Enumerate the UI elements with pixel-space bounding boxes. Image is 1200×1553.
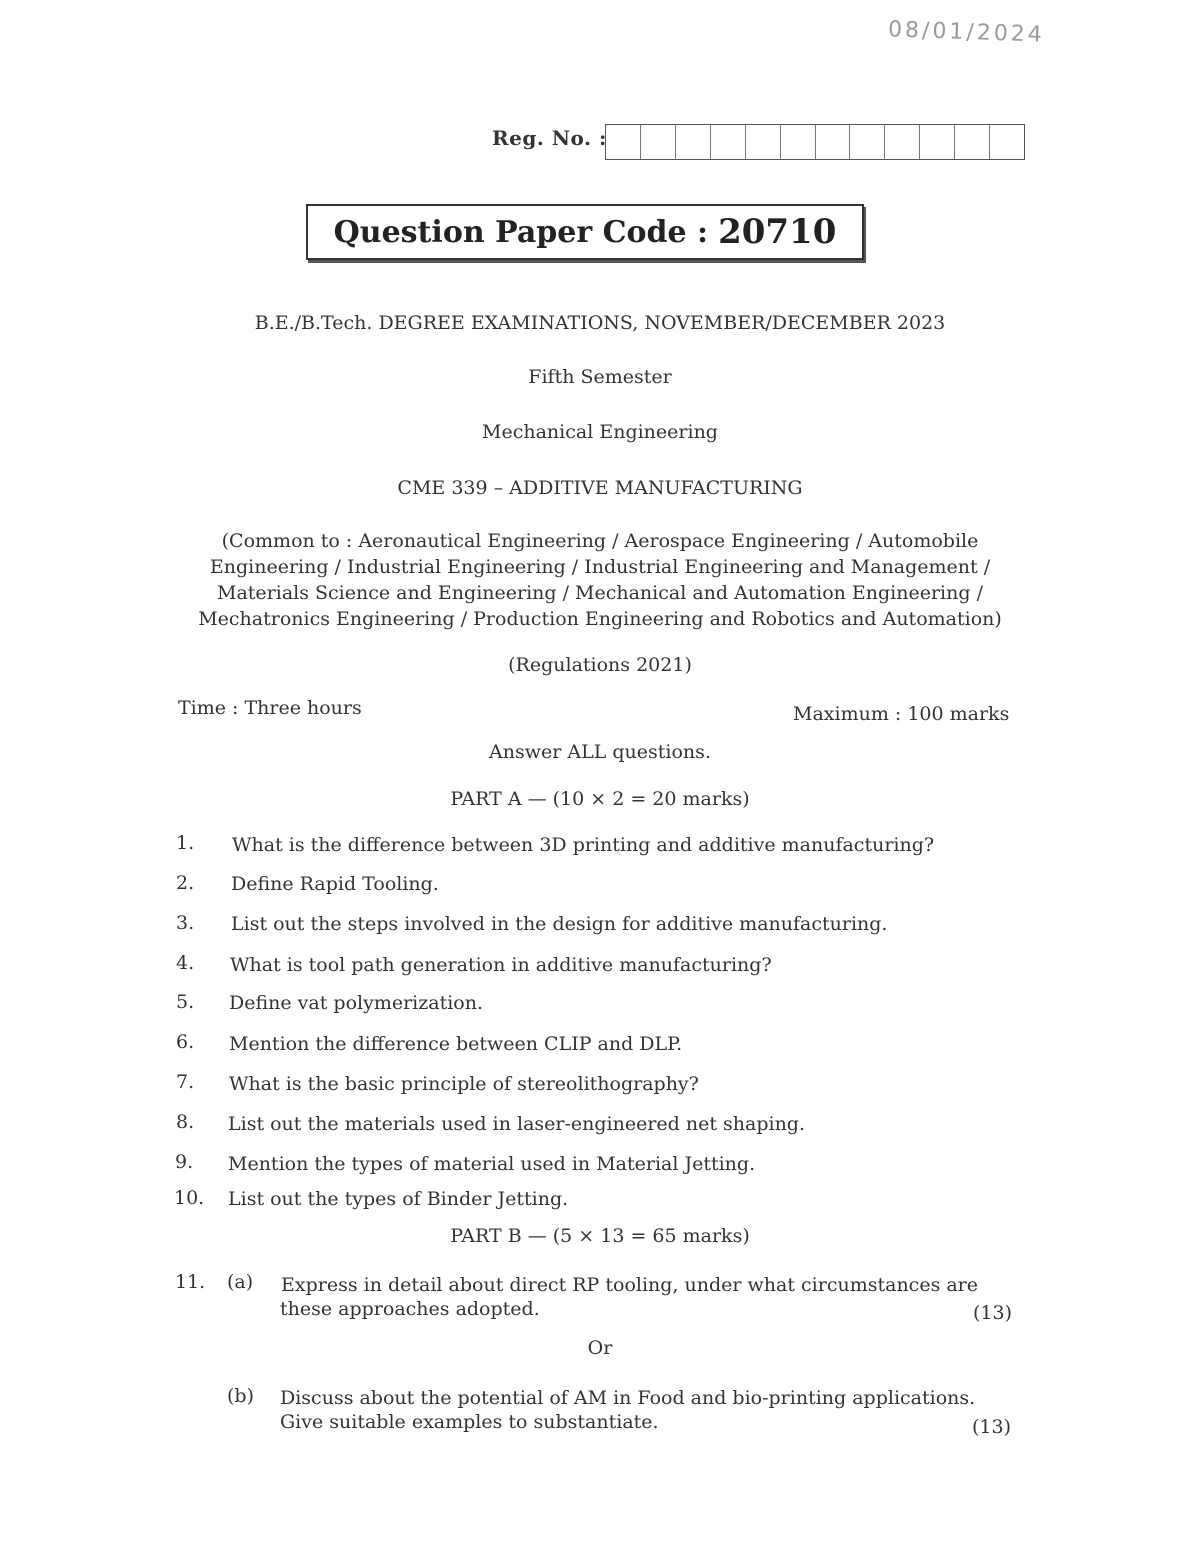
question-text: these approaches adopted. <box>280 1298 540 1320</box>
question-text: Define Rapid Tooling. <box>231 873 439 895</box>
question-text: Mention the difference between CLIP and DLP. <box>229 1033 683 1055</box>
question-number: 11. <box>175 1271 206 1293</box>
common-to-line: (Common to : Aeronautical Engineering / Aerospace Engineering / Automobile <box>221 530 979 552</box>
question-text: Express in detail about direct RP tooling, under what circumstances are <box>281 1274 979 1296</box>
reg-no-label: Reg. No. : <box>492 126 607 150</box>
reg-no-box <box>920 125 955 159</box>
question-text: Define vat polymerization. <box>229 992 484 1014</box>
question-number: 1. <box>176 832 195 854</box>
reg-no-box <box>606 125 641 159</box>
question-text: Mention the types of material used in Material Jetting. <box>228 1153 756 1175</box>
part-b-heading: PART B — (5 × 13 = 65 marks) <box>450 1225 750 1247</box>
part-a-heading: PART A — (10 × 2 = 20 marks) <box>450 788 750 810</box>
question-number: 10. <box>174 1187 205 1209</box>
reg-no-box <box>850 125 885 159</box>
regulations: (Regulations 2021) <box>508 654 692 676</box>
max-marks: Maximum : 100 marks <box>793 703 1010 725</box>
question-number: 8. <box>176 1111 195 1133</box>
common-to-line: Mechatronics Engineering / Production Engineering and Robotics and Automation) <box>198 608 1002 630</box>
reg-no-boxes <box>605 124 1025 160</box>
or-separator: Or <box>587 1337 613 1359</box>
question-text: List out the steps involved in the design for additive manufacturing. <box>231 913 888 935</box>
marks: (13) <box>972 1416 1012 1438</box>
department: Mechanical Engineering <box>482 421 718 443</box>
question-paper-code-box <box>306 204 864 260</box>
reg-no-box <box>676 125 711 159</box>
sub-question-label: (a) <box>227 1271 254 1293</box>
question-text: List out the types of Binder Jetting. <box>228 1188 569 1210</box>
reg-no-box <box>955 125 990 159</box>
common-to-block <box>170 528 1030 632</box>
question-number: 7. <box>176 1071 195 1093</box>
question-text: List out the materials used in laser-engineered net shaping. <box>228 1113 806 1135</box>
reg-no-box <box>711 125 746 159</box>
course-title: CME 339 – ADDITIVE MANUFACTURING <box>397 477 803 499</box>
question-number: 4. <box>176 952 195 974</box>
reg-no-box <box>641 125 676 159</box>
question-text: Give suitable examples to substantiate. <box>280 1411 659 1433</box>
question-number: 3. <box>176 912 195 934</box>
handwritten-date: 08/01/2024 <box>887 17 1046 48</box>
time-allowed: Time : Three hours <box>178 697 362 719</box>
question-number: 5. <box>176 991 195 1013</box>
reg-no-box <box>885 125 920 159</box>
question-number: 6. <box>176 1031 195 1053</box>
marks: (13) <box>973 1302 1013 1324</box>
reg-no-box <box>781 125 816 159</box>
common-to-line: Engineering / Industrial Engineering / Industrial Engineering and Management / <box>209 556 991 578</box>
reg-no-box <box>816 125 851 159</box>
question-text: What is the difference between 3D printing and additive manufacturing? <box>232 834 935 856</box>
reg-no-box <box>746 125 781 159</box>
question-text: What is tool path generation in additive manufacturing? <box>230 954 772 976</box>
question-text: What is the basic principle of stereolithography? <box>229 1073 699 1095</box>
question-text: Discuss about the potential of AM in Food and bio-printing applications. <box>280 1387 976 1409</box>
exam-title: B.E./B.Tech. DEGREE EXAMINATIONS, NOVEMBER/DECEMBER 2023 <box>254 312 946 334</box>
instruction: Answer ALL questions. <box>489 741 711 763</box>
question-number: 9. <box>175 1151 194 1173</box>
question-paper-code-label: Question Paper Code : <box>333 214 709 250</box>
question-paper-code-value: 20710 <box>718 212 837 252</box>
question-number: 2. <box>176 872 195 894</box>
common-to-line: Materials Science and Engineering / Mechanical and Automation Engineering / <box>217 582 983 604</box>
sub-question-label: (b) <box>227 1385 254 1407</box>
reg-no-box <box>990 125 1024 159</box>
semester: Fifth Semester <box>528 366 672 388</box>
